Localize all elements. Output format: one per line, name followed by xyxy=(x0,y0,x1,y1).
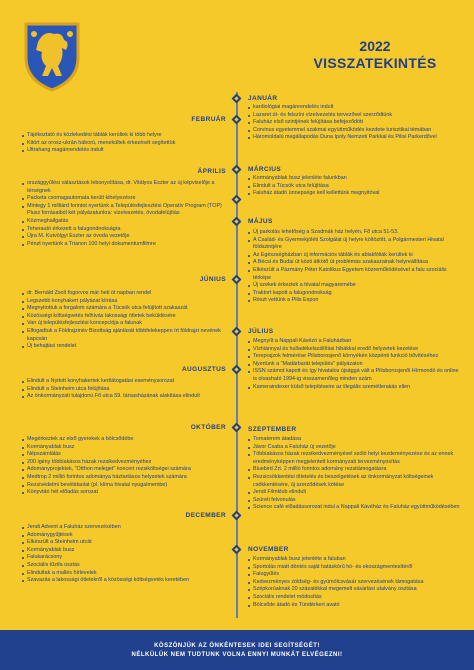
month-label-marcius: MÁRCIUS xyxy=(248,166,282,173)
list-item: Kormányablak busz jelenléte falunkban xyxy=(248,175,460,183)
list-item: Bölcsőde átadó és Tündérkert avató xyxy=(248,602,460,610)
list-item: Science café előadássorozat indul a Nappali Kávéház és Faluház együttműködésében xyxy=(248,504,460,512)
list-item: Adományprojektek, "Otthon meleget" koncert rezsiköltségei számára xyxy=(22,466,230,474)
list-item: Tájékoztató és közlekedési táblák kerültek ki több helyre xyxy=(22,132,230,140)
list-item: Könyvtári hét előadás sorozat xyxy=(22,489,230,497)
month-list-julius xyxy=(248,338,460,391)
list-item: Jendi Advent a Faluház szervezésében xyxy=(22,524,230,532)
list-item: Ultrahang magánrendelés indult xyxy=(22,147,230,155)
list-item: Kormányablak busz xyxy=(22,444,230,452)
timeline-node-november xyxy=(232,545,242,555)
list-item: Rezsivédelmi bevétidaolat (pl. klíma hivatal nyugalmembe) xyxy=(22,482,230,490)
list-item: Jendi Filmklub elindult xyxy=(248,489,460,497)
coat-of-arms-logo xyxy=(22,20,82,92)
month-list-januar xyxy=(248,104,460,142)
list-item: Megnyílt a Nappali Kávézó a Faluházban xyxy=(248,338,460,346)
month-list-aprilis xyxy=(22,180,230,248)
timeline-node-aprilis xyxy=(232,195,242,205)
list-item: Teherautó érkezett a falugondnokságra xyxy=(22,226,230,234)
month-label-majus: MÁJUS xyxy=(248,218,273,225)
timeline-node-julius xyxy=(232,327,242,337)
timeline-node-december xyxy=(232,511,242,521)
month-label-januar: JANUÁR xyxy=(248,95,278,102)
month-label-februar: FEBRUÁR xyxy=(191,116,226,123)
month-list-december xyxy=(22,524,230,585)
list-item: Az Egészségházban új információs táblák és ablakfóliák kerültek ki xyxy=(248,252,460,260)
timeline-node-augusztus xyxy=(232,365,242,375)
list-item: Háromoldalú megállapodás Duna Ipoly Nemzeti Parkkal és Pilisi Parkerdővel xyxy=(248,134,460,142)
list-item: Elindult a Steinheim utca felújítása xyxy=(22,386,230,394)
footer-line-1: KÖSZÖNJÜK AZ ÖNKÉNTESEK IDEI SEGÍTSÉGÉT! xyxy=(154,643,320,649)
list-item: Legszebb konyhakert pályázat kiírása xyxy=(22,298,230,306)
list-item: Elkészült a Pázmány Péter Katolikus Egyetem közreműködésével a falu szociális térképe xyxy=(248,267,460,282)
timeline-node-oktober xyxy=(232,423,242,433)
list-item: Új parkolás lehetőség a Szadmák ház helyén, Fő utca 51-53. xyxy=(248,229,460,237)
month-label-szeptember: SZEPTEMBER xyxy=(248,426,297,433)
month-list-majus xyxy=(248,229,460,305)
list-item: Elkészült a Steinheim utcát xyxy=(22,539,230,547)
page-year: 2022 xyxy=(359,38,391,54)
list-item: Közmeghallgatás xyxy=(22,218,230,226)
timeline-node-marcius xyxy=(232,165,242,175)
list-item: Új szekek érkeztek a hivatal magyaremébe xyxy=(248,282,460,290)
list-item: Elindult a Tücsök utca felújítása xyxy=(248,183,460,191)
footer-line-2: NÉLKÜLÜK NEM TUDTUNK VOLNA ENNYI MUNKÁT ELVÉGEZNI! xyxy=(131,652,343,658)
list-item: Falugyűlés xyxy=(248,571,460,579)
list-item: Közösségi költségvetés felhívás lakossági ötletek beküldésére xyxy=(22,313,230,321)
list-item: országgyűlési választások lebonyolítása, dr. Vitályos Eszter az új képviselője a térségnek xyxy=(22,180,230,195)
month-list-november xyxy=(248,556,460,609)
list-item: Lazaret út- és felszíni vízelvezetés tervezővel szerződtünk xyxy=(248,112,460,120)
list-item: Nyertünk a "Madárbarát település" pályázaton xyxy=(248,361,460,369)
month-list-augusztus xyxy=(22,378,230,401)
list-item: Faluház első szintjének felújítása befejeződött xyxy=(248,119,460,127)
list-item: Szavazás a lakossági ötletekről a közösségi költségvetés keretében xyxy=(22,577,230,585)
list-item: dr. Bernáld Zsolt fogorvos már heti öt napban rendel xyxy=(22,290,230,298)
list-item: Szociális rendelet módosítás xyxy=(248,594,460,602)
month-label-aprilis: ÁPRILIS xyxy=(197,168,226,175)
list-item: Többlakásos házak rezsikedvezményével szóló helyi kezdeményezése és az ennek eredményképpen megjelentett kormányzati tervezményosítás xyxy=(248,451,460,466)
list-item: Szépkorúaknak 20 százalékkal megemelt vásárlási utalvány osztása xyxy=(248,586,460,594)
header xyxy=(0,0,474,100)
list-item: Pénzt nyertünk a Trianon 100 helyi dokumentumfilmre xyxy=(22,241,230,249)
timeline-node-majus xyxy=(232,217,242,227)
list-item: kardiológiai magánrendelés indult xyxy=(248,104,460,112)
timeline-node-februar xyxy=(232,115,242,125)
list-item: 200 igény többlakásos házak rezsikedvezményéhez xyxy=(22,459,230,467)
list-item: Megérkeztek az első gyerekek a bölcsődébe xyxy=(22,436,230,444)
list-item: Falukarácsony xyxy=(22,554,230,562)
footer-banner xyxy=(0,630,474,670)
month-list-februar xyxy=(22,132,230,155)
list-item: ISSN számot kapott és így hivatalos újsággá vált a Pilisborosjenői Hírmondó és online is olvasható 1994-ig visszamenőleg minden szám xyxy=(248,368,460,383)
list-item: Részt vettünk a Pilis Expon xyxy=(248,297,460,305)
list-item: Mintegy 1 milliárd forintot nyertünk a Településfejlesztési Operatív Program (TOP) Plusz forrásaiból két pályázatunkra: vízelvezetés, óvodafelújítás xyxy=(22,203,230,218)
month-label-junius: JÚNIUS xyxy=(199,276,226,283)
list-item: Adománygyűjtések xyxy=(22,532,230,540)
month-list-oktober xyxy=(22,436,230,497)
month-label-oktober: OKTÓBER xyxy=(190,424,226,431)
list-item: Corvinus egyetemmel szakmai együttműködés kezdete turisztikai témában xyxy=(248,127,460,135)
list-item: Kameraindexer külső telepítéseire az illegális szemétlerakás ellen xyxy=(248,384,460,392)
list-item: Jávor Csaba a Faluház új vezetője xyxy=(248,444,460,452)
list-item: Újra M. Kutvölgyi Eszter az óvoda vezetője xyxy=(22,233,230,241)
list-item: Kitört az orosz-ukrán háború, menekültek érkezését segítettük xyxy=(22,140,230,148)
list-item: Sportolás miatt döntés saját hatáskörű hó- és ekoszágmentesítéről xyxy=(248,564,460,572)
list-item: A Bécsi és Budai út közti átkötő út problémás szakaszainak helyreállítása xyxy=(248,259,460,267)
list-item: Faluház átadó ünnepsége kell kellettünk megnyitóval xyxy=(248,190,460,198)
list-item: Van új településfejlesztési koncepciója a falunak xyxy=(22,320,230,328)
month-label-december: DECEMBER xyxy=(185,512,226,519)
month-list-szeptember xyxy=(248,436,460,512)
month-list-marcius xyxy=(248,175,460,198)
timeline-node-junius xyxy=(232,275,242,285)
list-item: Elfogadtuk a Földrajzinév Bizottság ajánlását többfelekeppen írt földrajzi nevének kapcsán xyxy=(22,328,230,343)
list-item: Kormányablak busz xyxy=(22,547,230,555)
list-item: Bluebird Zrt. 2 millió forintos adomány rezsitámogatásra xyxy=(248,466,460,474)
list-item: Tereprajzok felmérése Pilisborosjenő környékén közpénti funkció bővítéséhez xyxy=(248,353,460,361)
list-item: Elindult a Nyitott konyhakertek kertlátogatási eseménysorozat xyxy=(22,378,230,386)
month-label-julius: JÚLIUS xyxy=(248,328,274,335)
list-item: Kedvezményes zöldség- és gyümölcsvásár szervezésének támogatása xyxy=(248,579,460,587)
month-list-junius xyxy=(22,290,230,351)
list-item: Traktort kapott a falugondnokság xyxy=(248,290,460,298)
list-item: Elindultak a mallés hírlevelek xyxy=(22,570,230,578)
list-item: Az önkormányzati tulajdonú Fő utca 59. társasházának alakítása elindult xyxy=(22,393,230,401)
list-item: Medtrop 2 millió forintos adománya háztartásos helyzetek számára xyxy=(22,474,230,482)
list-item: A Család- és Gyermekjóléti Szolgálat új helyre költözött, a Polgármesteri Hivatal földszintjére xyxy=(248,237,460,252)
list-item: Packeta csomagautomata került kihelyezésre xyxy=(22,195,230,203)
list-item: Szociális tűzifa osztás xyxy=(22,562,230,570)
list-item: Megnyitottuk a forgalom számára a Tücsök utca felújított szakaszát xyxy=(22,305,230,313)
month-label-augusztus: AUGUSZTUS xyxy=(181,366,226,373)
list-item: Népszámlálás xyxy=(22,451,230,459)
list-item: Új behajtási rendelet xyxy=(22,343,230,351)
list-item: Vízhiánnyal és hulladékelszállítási hibákkal eredő helyzetek kezelése xyxy=(248,346,460,354)
list-item: Tornaterem átadása xyxy=(248,436,460,444)
list-item: Rezsicsökkentési ötletelés és beszélgetések az önkormányzat költségeinek csökkentésére, új szerződések kötése xyxy=(248,474,460,489)
list-item: Kormányablak busz jelenléte a faluban xyxy=(248,556,460,564)
month-label-november: NOVEMBER xyxy=(248,546,289,553)
page-title: VISSZATEKINTÉS xyxy=(313,55,437,71)
list-item: Szüreti felvonulás xyxy=(248,497,460,505)
